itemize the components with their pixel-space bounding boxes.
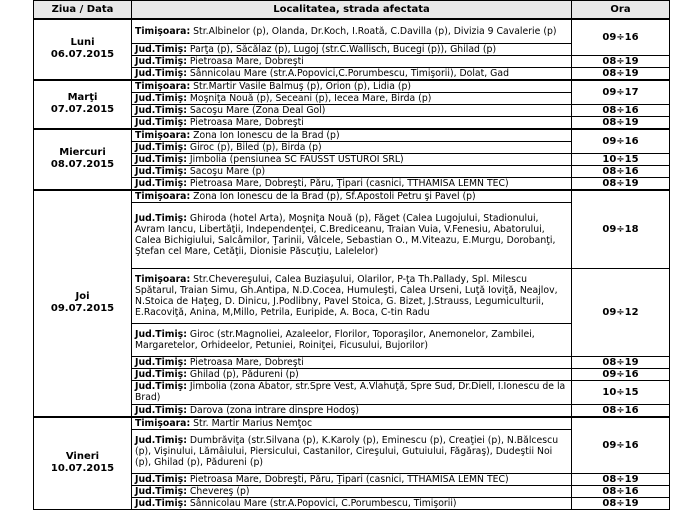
location-cell (132, 473, 572, 485)
time-cell: 08÷19 (572, 67, 670, 80)
day-date: 09.07.2015 (50, 303, 115, 314)
location-cell (132, 104, 572, 116)
location-cell (132, 153, 572, 165)
location-cell (132, 177, 572, 190)
area-label: Jud.Timiş: (135, 356, 187, 368)
area-label: Timişoara: (135, 190, 191, 202)
location-text: Giroc (str.Magnoliei, Azaleelor, Florilor, Toporaşilor, Anemonelor, Zambilei, Margaretelor, Orhideelor, Petuniei, Roiniţei, Ficusului, Bujorilor) (135, 328, 535, 351)
location-text: Pietroasa Mare, Dobreşti (186, 55, 304, 67)
location-cell (132, 356, 572, 368)
location-text: Darova (zona intrare dinspre Hodoş) (186, 404, 360, 416)
location-text: Chevereş (p) (186, 485, 250, 497)
area-label: Jud.Timiş: (135, 485, 187, 497)
time-cell: 08÷16 (572, 485, 670, 497)
location-text: Zona Ion Ionescu de la Brad (p), Sf.Apostoli Petru şi Pavel (p) (190, 190, 476, 202)
area-label: Jud.Timiş: (135, 55, 187, 67)
location-cell (132, 116, 572, 129)
time-cell: 08÷19 (572, 356, 670, 368)
table-row (34, 80, 670, 93)
area-label: Jud.Timiş: (135, 434, 187, 446)
location-text: Zona Ion Ionescu de la Brad (p) (190, 129, 340, 141)
area-label: Timişoara: (135, 417, 191, 429)
time-cell: 08÷19 (572, 177, 670, 190)
table-row (34, 190, 670, 203)
day-name: Miercuri (59, 147, 106, 158)
location-cell (132, 190, 572, 203)
area-label: Jud.Timiş: (135, 213, 187, 224)
location-text: Pietroasa Mare, Dobreşti, Păru, Ţipari (casnici, TTHAMISA LEMN TEC) (186, 177, 509, 189)
location-cell (132, 380, 572, 404)
time-cell: 08÷16 (572, 104, 670, 116)
area-label: Jud.Timiş: (135, 497, 187, 509)
location-text: Moşniţa Nouă (p), Seceani (p), Iecea Mare, Birda (p) (186, 92, 432, 104)
location-text: Sacoşu Mare (Zona Deal Gol) (186, 104, 326, 116)
location-cell (132, 202, 572, 268)
day-date: 06.07.2015 (50, 49, 115, 61)
area-label: Timişoara: (135, 129, 191, 141)
area-label: Jud.Timiş: (135, 165, 187, 177)
area-label: Jud.Timiş: (135, 141, 187, 153)
location-text: Sacoşu Mare (p) (186, 165, 266, 177)
location-cell (132, 141, 572, 153)
time-cell: 08÷16 (572, 404, 670, 417)
day-cell (34, 80, 132, 129)
location-cell (132, 368, 572, 380)
location-cell (132, 165, 572, 177)
area-label: Timişoara: (135, 80, 191, 92)
location-text: Jimbolia (pensiunea SC FAUSST USTUROI SRL) (186, 153, 404, 165)
area-label: Jud.Timiş: (135, 116, 187, 128)
time-cell: 08÷19 (572, 497, 670, 509)
area-label: Jud.Timiş: (135, 368, 187, 380)
time-cell: 09÷16 (572, 417, 670, 474)
day-cell (34, 417, 132, 510)
location-text: Giroc (p), Biled (p), Birda (p) (186, 141, 322, 153)
location-cell (132, 80, 572, 93)
time-cell: 08÷16 (572, 165, 670, 177)
location-text: Dumbrăviţa (str.Silvana (p), K.Karoly (p), Eminescu (p), Creaţiei (p), N.Bălcescu (p), Vişinului, Lămâiului, Piersicului, Castanilor, Cireşului, Gutuiului, Făgăraş), Dudeştii Noi (p), Ghilad (p), Pădureni (p) (135, 434, 559, 468)
location-cell (132, 92, 572, 104)
location-text: Ghilad (p), Pădureni (p) (186, 368, 299, 380)
time-cell: 08÷19 (572, 473, 670, 485)
header-location: Localitatea, strada afectata (132, 1, 572, 20)
location-cell (132, 67, 572, 80)
day-cell (34, 129, 132, 190)
table-row (34, 129, 670, 142)
area-label: Jud.Timiş: (135, 381, 187, 392)
time-cell: 08÷19 (572, 55, 670, 67)
table-row (34, 417, 670, 430)
location-cell (132, 268, 572, 323)
table-row (34, 19, 670, 43)
day-date: 08.07.2015 (50, 159, 115, 170)
location-text: Pietroasa Mare, Dobreşti (186, 356, 304, 368)
day-name: Marţi (67, 92, 98, 103)
location-text: Sânnicolau Mare (str.A.Popovici, C.Porumbescu, Timişorii) (186, 497, 457, 509)
location-cell (132, 485, 572, 497)
location-text: Str.Chevereşului, Calea Buziaşului, Olarilor, P-ţa Th.Pallady, Spl. Milescu Spătarul, Traian Simu, Gh.Antipa, N.D.Cocea, Humuleşti, Calea Urseni, Luţă Ioviţă, Neajlov, N.Stoica de Haţeg, D. Dinicu, J.Podlibny, Pavel Stoica, G. Bizet, J.Strauss, Legumiculturii, E.Racoviţă, Anina, M,Millo, Petrila, Euripide, A. Boca, C-tin Radu (135, 273, 558, 318)
day-name: Luni (70, 37, 95, 49)
location-cell (132, 43, 572, 55)
location-text: Str.Albinelor (p), Olanda, Dr.Koch, I.Roată, C.Davilla (p), Divizia 9 Cavalerie (p) (190, 25, 557, 37)
time-cell: 10÷15 (572, 153, 670, 165)
location-text: Str. Martir Marius Nemţoc (190, 417, 313, 429)
location-cell (132, 19, 572, 43)
outage-schedule-table (33, 0, 670, 510)
location-text: Str.Martir Vasile Balmuş (p), Orion (p), Lidia (p) (190, 80, 412, 92)
day-date: 07.07.2015 (50, 104, 115, 115)
area-label: Timişoara: (135, 273, 191, 285)
location-cell (132, 404, 572, 417)
time-cell: 09÷16 (572, 129, 670, 154)
day-cell (34, 190, 132, 417)
time-cell: 09÷16 (572, 368, 670, 380)
time-cell: 09÷12 (572, 268, 670, 356)
time-cell: 08÷19 (572, 116, 670, 129)
time-cell: 09÷17 (572, 80, 670, 105)
day-name: Vineri (65, 451, 100, 462)
header-time: Ora (572, 1, 670, 20)
area-label: Jud.Timiş: (135, 328, 187, 340)
location-cell (132, 497, 572, 509)
day-name: Joi (75, 291, 90, 302)
area-label: Jud.Timiş: (135, 104, 187, 116)
area-label: Jud.Timiş: (135, 92, 187, 104)
area-label: Jud.Timiş: (135, 67, 187, 79)
location-text: Ghiroda (hotel Arta), Moşniţa Nouă (p), Făget (Calea Lugojului, Stadionului, Avram Iancu, Libertăţii, Independenţei, C.Brediceanu, Traian Vuia, V.Fenesiu, Abatorului, Calea Bichigiului, Salcâmilor, Ţarinii, Vâlcele, Sebastian O., M.Viteazu, E.Murgu, Dorobanţi, Ştefan cel Mare, Cetăţii, Dionisie Păscuţiu, Lalelelor) (135, 213, 556, 257)
area-label: Timişoara: (135, 25, 191, 37)
location-cell (132, 417, 572, 430)
location-text: Pietroasa Mare, Dobreşti (186, 116, 304, 128)
location-cell (132, 429, 572, 473)
area-label: Jud.Timiş: (135, 43, 187, 55)
location-text: Sânnicolau Mare (str.A.Popovici,C.Porumbescu, Timişorii), Dolat, Gad (186, 67, 509, 79)
location-cell (132, 323, 572, 356)
area-label: Jud.Timiş: (135, 404, 187, 416)
location-cell (132, 55, 572, 67)
time-cell: 09÷16 (572, 19, 670, 55)
header-day: Ziua / Data (34, 1, 132, 20)
table-header-row (34, 1, 670, 20)
location-text: Jimbolia (zona Abator, str.Spre Vest, A.Vlahuţă, Spre Sud, Dr.Diell, I.Ionescu de la Brad) (135, 381, 566, 403)
day-date: 10.07.2015 (50, 463, 115, 474)
area-label: Jud.Timiş: (135, 473, 187, 485)
time-cell: 09÷18 (572, 190, 670, 269)
day-cell (34, 19, 132, 80)
area-label: Jud.Timiş: (135, 153, 187, 165)
time-cell: 10÷15 (572, 380, 670, 404)
location-cell (132, 129, 572, 142)
location-text: Pietroasa Mare, Dobreşti, Păru, Ţipari (casnici, TTHAMISA LEMN TEC) (186, 473, 509, 485)
location-text: Parţa (p), Săcălaz (p), Lugoj (str.C.Wallisch, Bucegi (p)), Ghilad (p) (186, 43, 497, 55)
area-label: Jud.Timiş: (135, 177, 187, 189)
